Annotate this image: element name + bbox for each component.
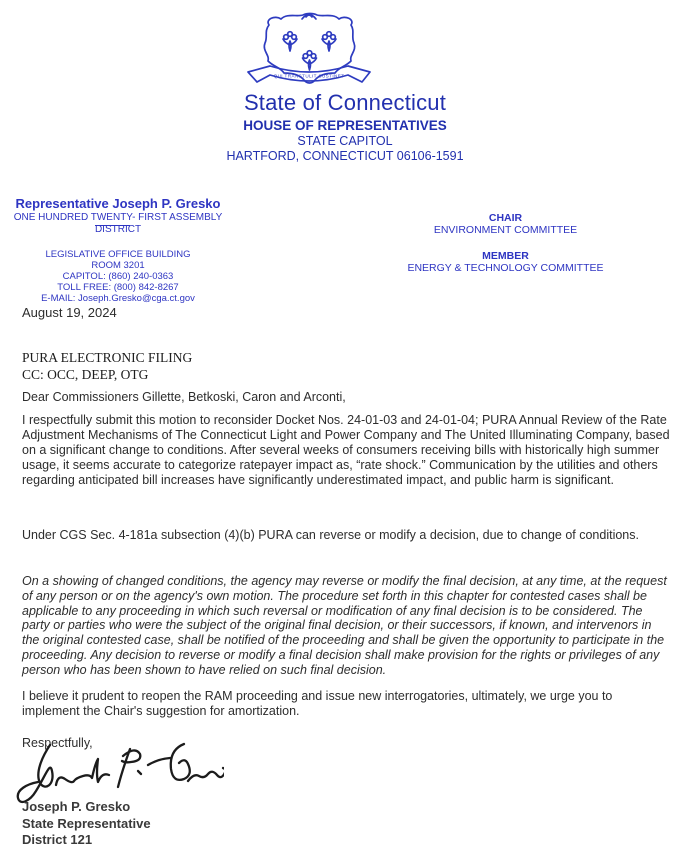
filing-line-pura: PURA ELECTRONIC FILING (22, 350, 193, 365)
office-line-building: LEGISLATIVE OFFICE BUILDING (45, 249, 191, 260)
seal-motto-text: QUI TRANSTULIT SUSTINET (273, 73, 345, 79)
committee-role-member: MEMBER (482, 250, 529, 262)
office-line-tollfree-phone: TOLL FREE: (800) 842-8267 (57, 282, 179, 293)
letter-paragraph-2: Under CGS Sec. 4-181a subsection (4)(b) PURA can reverse or modify a decision, due to change of conditions. (22, 528, 639, 542)
filing-block (22, 349, 672, 383)
letterhead-state-title: State of Connecticut (243, 90, 447, 115)
signer-name: Joseph P. Gresko (22, 799, 131, 814)
letterhead-chamber: HOUSE OF REPRESENTATIVES (243, 118, 447, 133)
office-line-email: E-MAIL: Joseph.Gresko@cga.ct.gov (41, 293, 195, 304)
representative-contact-block (2, 196, 234, 304)
letterhead-city-line: HARTFORD, CONNECTICUT 06106-1591 (226, 149, 464, 163)
committee-role-chair: CHAIR (488, 212, 523, 224)
committee-block (398, 212, 613, 274)
district-underline-rule (95, 225, 130, 226)
filing-line-cc: CC: OCC, DEEP, OTG (22, 367, 149, 382)
valediction: Respectfully, (22, 736, 93, 750)
assembly-district-line: ONE HUNDRED TWENTY- FIRST ASSEMBLY DISTRICT (13, 212, 223, 235)
signer-title: State Representative (22, 815, 151, 831)
office-line-capitol-phone: CAPITOL: (860) 240-0363 (62, 271, 174, 282)
letterhead-building: STATE CAPITOL (297, 134, 393, 148)
representative-name: Representative Joseph P. Gresko (15, 196, 221, 211)
committee-name-environment: ENVIRONMENT COMMITTEE (433, 224, 578, 236)
letter-paragraph-1: I respectfully submit this motion to reconsider Docket Nos. 24-01-03 and 24-01-04; PURA Annual Review of the Rate Adjustment Mechanisms of The Connecticut Light and Power Company and The United Illuminating Company, based on a significant change to conditions. After several weeks of consumers receiving bills with historically high summer usage, it seems accurate to categorize ratepayer impact as, “rate shock.” Communication by the utilities and others regarding anticipated bill increases have significantly underestimated impact, and public harm is significant. (22, 413, 670, 487)
handwritten-signature (12, 729, 224, 807)
letter-date: August 19, 2024 (22, 305, 117, 320)
statute-quote-paragraph: On a showing of changed conditions, the agency may reverse or modify the final decision, at any time, at the request of any person or on the agency's own motion. The procedure set forth in this chapter for contested cases shall be applicable to any proceeding in which such reversal or modification of any final decision is to be considered. The party or parties who were the subject of the original final decision, or their successors, if known, and intervenors in the original contested case, shall be notified of the proceeding and shall be given the opportunity to participate in the proceeding. Any decision to reverse or modify a final decision shall make provision for the rights or privileges of any person who has been shown to have relied on such final decision. (22, 574, 667, 677)
committee-name-energy: ENERGY & TECHNOLOGY COMMITTEE (407, 262, 604, 274)
signature-block (22, 799, 672, 849)
letterhead (0, 91, 690, 164)
connecticut-state-seal-icon (243, 11, 375, 93)
salutation: Dear Commissioners Gillette, Betkoski, Caron and Arconti, (22, 390, 346, 404)
letter-closing-paragraph: I believe it prudent to reopen the RAM proceeding and issue new interrogatories, ultimately, we urge you to implement the Chair's suggestion for amortization. (22, 689, 613, 718)
office-line-room: ROOM 3201 (91, 260, 145, 271)
signer-district: District 121 (22, 832, 93, 847)
